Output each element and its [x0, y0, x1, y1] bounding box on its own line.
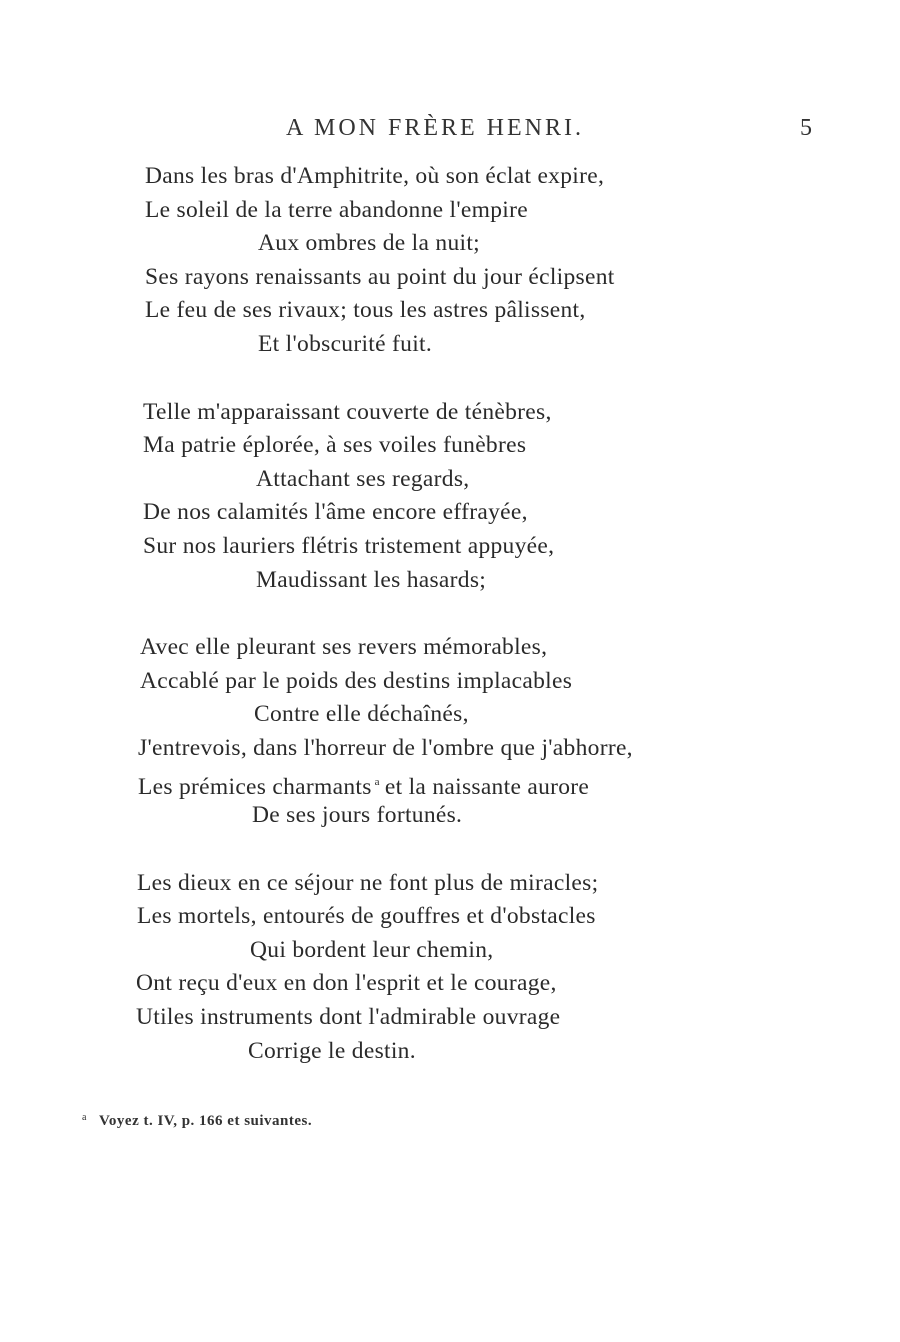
verse-line-indented: Corrige le destin. — [248, 1037, 416, 1064]
verse-line-indented: Contre elle déchaînés, — [254, 701, 469, 728]
footnote-reference[interactable]: a — [374, 775, 380, 788]
verse-line: Ma patrie éplorée, à ses voiles funèbres — [143, 432, 527, 459]
footnote — [82, 1112, 312, 1130]
footnote-mark: a — [82, 1112, 87, 1123]
verse-line: Sur nos lauriers flétris tristement appuyée, — [143, 532, 555, 559]
verse-line: Ses rayons renaissants au point du jour éclipsent — [145, 263, 615, 290]
verse-line: Le feu de ses rivaux; tous les astres pâlissent, — [145, 297, 586, 324]
verse-line: Utiles instruments dont l'admirable ouvrage — [136, 1004, 561, 1031]
verse-line: J'entrevois, dans l'horreur de l'ombre que j'abhorre, — [138, 734, 633, 761]
verse-line: Ont reçu d'eux en don l'esprit et le courage, — [136, 970, 557, 997]
verse-line-indented: De ses jours fortunés. — [252, 802, 463, 829]
stanza-1 — [0, 160, 900, 362]
verse-line-indented: Aux ombres de la nuit; — [258, 230, 480, 257]
stanza-3 — [0, 631, 900, 833]
footnote-text: Voyez t. IV, p. 166 et suivantes. — [98, 1113, 313, 1129]
verse-line-with-note — [138, 766, 900, 800]
verse-line-indented: Qui bordent leur chemin, — [250, 936, 494, 963]
verse-line: Les mortels, entourés de gouffres et d'obstacles — [137, 903, 596, 930]
stanza-2 — [0, 396, 900, 598]
verse-line: Le soleil de la terre abandonne l'empire — [145, 196, 528, 223]
verse-line: De nos calamités l'âme encore effrayée, — [143, 499, 528, 526]
verse-line-indented: Maudissant les hasards; — [256, 566, 487, 593]
verse-text: Les prémices charmants — [138, 773, 372, 800]
running-title: A MON FRÈRE HENRI. — [285, 115, 585, 141]
verse-line: Avec elle pleurant ses revers mémorables, — [140, 634, 548, 661]
verse-line-indented: Attachant ses regards, — [256, 465, 470, 492]
stanza-4 — [0, 867, 900, 1069]
verse-line: Dans les bras d'Amphitrite, où son éclat expire, — [145, 163, 605, 189]
poem — [0, 160, 900, 1102]
page-number: 5 — [800, 115, 812, 141]
verse-line: Les dieux en ce séjour ne font plus de miracles; — [137, 869, 599, 896]
verse-text-continued: et la naissante aurore — [384, 773, 590, 800]
verse-line: Telle m'apparaissant couverte de ténèbres, — [143, 398, 552, 425]
verse-line: Accablé par le poids des destins implacables — [140, 667, 573, 694]
verse-line-indented: Et l'obscurité fuit. — [258, 330, 433, 357]
